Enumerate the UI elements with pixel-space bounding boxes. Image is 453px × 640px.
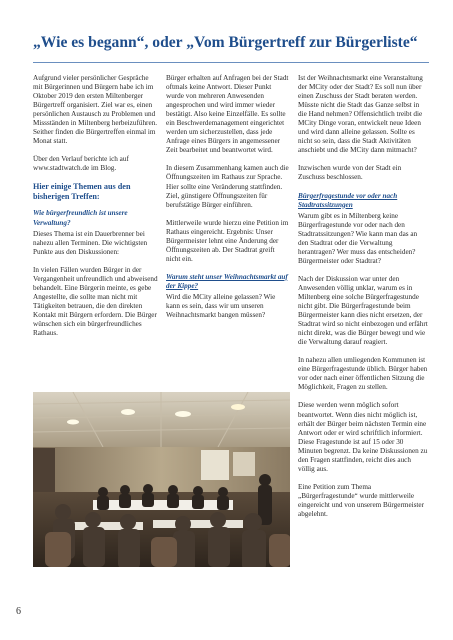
paragraph: In diesem Zusammenhang kamen auch die Öffnungszeiten im Rathaus zur Sprache. Hier sollte eine Veränderung stattfinden. Ziel, günstigere Öffnungszeiten für berufstätige Bürger einführen. bbox=[166, 164, 289, 209]
paragraph: Über den Verlauf berichte ich auf www.stadtwatch.de im Blog. bbox=[33, 155, 129, 173]
paragraph: Mittlerweile wurde hierzu eine Petition im Rathaus eingereicht. Ergebnis: Unser Bürgermeister lehnt eine Änderung der Öffnungszeiten ab. Der Stadtrat greift nicht ein. bbox=[166, 218, 289, 263]
paragraph: Diese werden wenn möglich sofort beantwortet. Wenn dies nicht möglich ist, erhält der Bürger beim nächsten Termin eine Antwort oder er wird schriftlich informiert. Diese Fragestunde ist auf 15 oder 30 Minuten begrenzt. Da keine Diskussionen zu den Fragen stattfinden, reicht dies auch völlig aus. bbox=[298, 401, 428, 473]
section-heading: Hier einige Themen aus den bisherigen Treffen: bbox=[33, 182, 131, 202]
paragraph: Ist der Weihnachtsmarkt eine Veranstaltung der MCity oder der Stadt? Es soll nun über einen Zuschuss der Stadt beraten werden. Müsste nicht die Stadt das Ganze selbst in die Hand nehmen? Offensichtlich treibt die MCity Dinge voran, entwickelt neue Ideen und wird dann alleine gelassen. Sollte es nicht so sein, dass die Stadt Aktivitäten anschiebt und die MCity dann mitmacht? bbox=[298, 74, 423, 155]
paragraph: Dieses Thema ist ein Dauerbrenner bei nahezu allen Terminen. Die wichtigsten Punkte aus den Diskussionen: bbox=[33, 229, 148, 256]
subsection-heading: Bürgerfragestunde vor oder nach Stadtratssitzungen bbox=[298, 191, 398, 209]
paragraph: Eine Petition zum Thema „Bürgerfragestunde“ wurde mittlerweile eingereicht und von unserem Bürgermeister abgelehnt. bbox=[298, 482, 425, 518]
column-1 bbox=[33, 74, 159, 338]
paragraph: Inzwischen wurde von der Stadt ein Zuschuss beschlossen. bbox=[298, 164, 402, 182]
paragraph: Wird die MCity alleine gelassen? Wie kann es sein, dass wir um unseren Weihnachtsmarkt bangen müssen? bbox=[166, 292, 276, 320]
subsection-heading: Wie bürgerfreundlich ist unsere Verwaltung? bbox=[33, 209, 128, 227]
page-title: „Wie es begann“, oder „Vom Bürgertreff zur Bürgerliste“ bbox=[33, 34, 418, 51]
meeting-photo bbox=[33, 392, 290, 567]
meeting-photo-illustration bbox=[33, 392, 290, 567]
column-3 bbox=[298, 74, 428, 519]
paragraph: Warum gibt es in Miltenberg keine Bürgerfragestunde vor oder nach den Stadtratssitzungen? Wie kann man das an den Stadtrat oder die Verwaltung herantragen? Wer muss das entscheiden? Bürgermeister oder Stadtrat? bbox=[298, 211, 418, 265]
page-number: 6 bbox=[16, 606, 21, 617]
paragraph: In vielen Fällen wurden Bürger in der Vergangenheit unfreundlich und abweisend behandelt. Eine Bürgerin meinte, es gebe Angestellte, die sollte man nicht mit Tätigkeiten betrauen, die den direkten Kontakt mit Bürgern erfordern. Die Bürger wünschen sich ein bürgerfreundliches Rathaus. bbox=[33, 265, 158, 338]
paragraph: In nahezu allen umliegenden Kommunen ist eine Bürgerfragestunde üblich. Bürger haben vor oder nach einer öffentlichen Sitzung die Möglichkeit, Fragen zu stellen. bbox=[298, 356, 428, 392]
column-2 bbox=[166, 74, 290, 320]
paragraph: Nach der Diskussion war unter den Anwesenden völlig unklar, warum es in Miltenberg eine solche Bürgerfragestunde nicht gibt. Die Bürgerfragestunde beim Bürgermeister kann dies nicht ersetzen, der Stadtrat wird so nicht einbezogen und erfährt nicht direkt, was die Bürger bewegt und wie die Verwaltung darauf reagiert. bbox=[298, 274, 428, 347]
paragraph: Bürger erhalten auf Anfragen bei der Stadt oftmals keine Antwort. Dieser Punkt wurde von mehreren Anwesenden angesprochen und wird immer wieder bestätigt. Also keine Einzelfälle. Es sollte ein Beschwerdemanagement eingerichtet werden um sicherzustellen, dass jede Anfrage eines Bürgers in angemessener Zeit bearbeitet und beantwortet wird. bbox=[166, 74, 289, 155]
subsection-heading: Warum steht unser Weihnachtsmarkt auf der Kippe? bbox=[166, 272, 288, 290]
paragraph: Aufgrund vieler persönlicher Gespräche mit Bürgerinnen und Bürgern habe ich im Oktober 2019 den ersten Miltenberger Bürgertreff organisiert. Ziel war es, einen persönlichen Austausch zu Problemen und Missständen in Miltenberg herbeizuführen. Seither finden die Bürgertreffen einmal im Monat statt. bbox=[33, 74, 158, 146]
title-divider bbox=[33, 62, 429, 63]
